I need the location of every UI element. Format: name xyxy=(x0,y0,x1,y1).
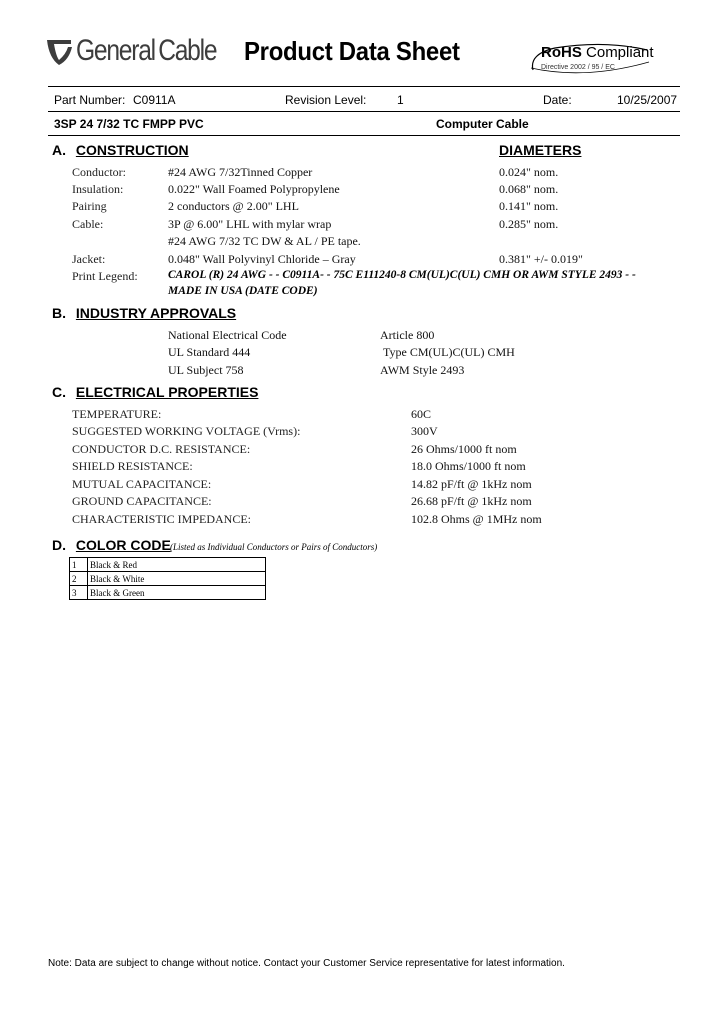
section-color-code-heading xyxy=(52,537,171,553)
rohs-bold: RoHS xyxy=(541,44,582,61)
row-number: 2 xyxy=(70,572,88,586)
property-value: 26.68 pF/ft @ 1kHz nom xyxy=(411,494,532,508)
section-letter: B. xyxy=(52,305,66,321)
construction-label: Pairing xyxy=(72,199,107,213)
section-letter: C. xyxy=(52,384,66,400)
brand-word-2: Cable xyxy=(158,34,217,67)
row-colors: Black & Green xyxy=(88,586,266,600)
property-value: 26 Ohms/1000 ft nom xyxy=(411,442,517,456)
brand-name xyxy=(76,34,216,68)
diameters-title: DIAMETERS xyxy=(499,142,582,158)
table-row xyxy=(70,572,266,586)
diameter-value: 0.024" nom. xyxy=(499,165,559,179)
table-row xyxy=(70,558,266,572)
section-title: COLOR CODE xyxy=(75,537,171,553)
construction-label: Jacket: xyxy=(72,252,106,266)
section-approvals-heading xyxy=(52,305,236,321)
print-legend-line-2: MADE IN USA (DATE CODE) xyxy=(168,285,318,297)
property-value: 300V xyxy=(411,424,438,438)
approval-name: UL Standard 444 xyxy=(168,345,251,359)
diameter-value: 0.141" nom. xyxy=(499,199,559,213)
color-code-table xyxy=(69,557,266,600)
diameter-value: 0.068" nom. xyxy=(499,182,559,196)
brand-word-1: General xyxy=(76,34,155,67)
row-number: 3 xyxy=(70,586,88,600)
section-construction-heading xyxy=(52,142,189,158)
approval-value: Type CM(UL)C(UL) CMH xyxy=(383,345,515,359)
construction-value: #24 AWG 7/32 TC DW & AL / PE tape. xyxy=(168,234,361,248)
rohs-badge xyxy=(525,40,655,80)
divider xyxy=(48,86,680,87)
rohs-compliant: Compliant xyxy=(586,44,654,61)
construction-value: 3P @ 6.00" LHL with mylar wrap xyxy=(168,217,332,231)
property-value: 60C xyxy=(411,407,432,421)
row-number: 1 xyxy=(70,558,88,572)
part-number-label: Part Number: xyxy=(54,93,126,107)
property-name: GROUND CAPACITANCE: xyxy=(72,494,212,508)
revision-value: 1 xyxy=(397,93,404,107)
row-colors: Black & Red xyxy=(88,558,266,572)
divider xyxy=(48,111,680,112)
approval-value: Article 800 xyxy=(380,328,435,342)
approval-value: AWM Style 2493 xyxy=(380,363,465,377)
section-letter: A. xyxy=(52,142,66,158)
section-electrical-heading xyxy=(52,384,258,400)
construction-label: Conductor: xyxy=(72,165,126,179)
property-name: TEMPERATURE: xyxy=(72,407,162,421)
approval-name: UL Subject 758 xyxy=(168,363,244,377)
section-title: INDUSTRY APPROVALS xyxy=(75,305,237,321)
revision-label: Revision Level: xyxy=(285,93,367,107)
date-label: Date: xyxy=(543,93,572,107)
print-legend-label: Print Legend: xyxy=(72,269,138,283)
page-title: Product Data Sheet xyxy=(244,36,460,66)
diameters-heading xyxy=(499,142,581,158)
construction-label: Cable: xyxy=(72,217,104,231)
date-value: 10/25/2007 xyxy=(617,93,678,107)
property-value: 102.8 Ohms @ 1MHz nom xyxy=(411,512,542,526)
property-value: 14.82 pF/ft @ 1kHz nom xyxy=(411,477,532,491)
approval-name: National Electrical Code xyxy=(168,328,287,342)
section-letter: D. xyxy=(52,537,66,553)
construction-value: 2 conductors @ 2.00" LHL xyxy=(168,199,299,213)
construction-value: 0.022" Wall Foamed Polypropylene xyxy=(168,182,340,196)
footer-note: Note: Data are subject to change without notice. Contact your Customer Service representative for latest information. xyxy=(48,958,565,969)
general-cable-logo-icon xyxy=(44,36,74,66)
row-colors: Black & White xyxy=(88,572,266,586)
property-name: CONDUCTOR D.C. RESISTANCE: xyxy=(72,442,251,456)
table-row xyxy=(70,586,266,600)
property-name: MUTUAL CAPACITANCE: xyxy=(72,477,212,491)
property-name: CHARACTERISTIC IMPEDANCE: xyxy=(72,512,252,526)
property-name: SUGGESTED WORKING VOLTAGE (Vrms): xyxy=(72,424,301,438)
construction-label: Insulation: xyxy=(72,182,124,196)
print-legend-line-1: CAROL (R) 24 AWG - - C0911A- - 75C E111240-8 CM(UL)C(UL) CMH OR AWM STYLE 2493 - - xyxy=(168,269,636,281)
product-name: 3SP 24 7/32 TC FMPP PVC xyxy=(54,117,204,131)
divider xyxy=(48,135,680,136)
part-number-value: C0911A xyxy=(133,93,176,107)
product-category: Computer Cable xyxy=(436,117,529,131)
construction-value: 0.048" Wall Polyvinyl Chloride – Gray xyxy=(168,252,356,266)
rohs-directive: Directive 2002 / 95 / EC xyxy=(541,64,615,71)
color-code-note: (Listed as Individual Conductors or Pairs of Conductors) xyxy=(170,542,378,552)
section-title: ELECTRICAL PROPERTIES xyxy=(75,384,259,400)
property-value: 18.0 Ohms/1000 ft nom xyxy=(411,459,526,473)
section-title: CONSTRUCTION xyxy=(75,142,189,158)
diameter-value: 0.285" nom. xyxy=(499,217,559,231)
diameter-value: 0.381" +/- 0.019" xyxy=(499,252,583,266)
rohs-label xyxy=(541,44,654,61)
general-cable-logo xyxy=(44,34,234,70)
property-name: SHIELD RESISTANCE: xyxy=(72,459,193,473)
construction-value: #24 AWG 7/32Tinned Copper xyxy=(168,165,313,179)
